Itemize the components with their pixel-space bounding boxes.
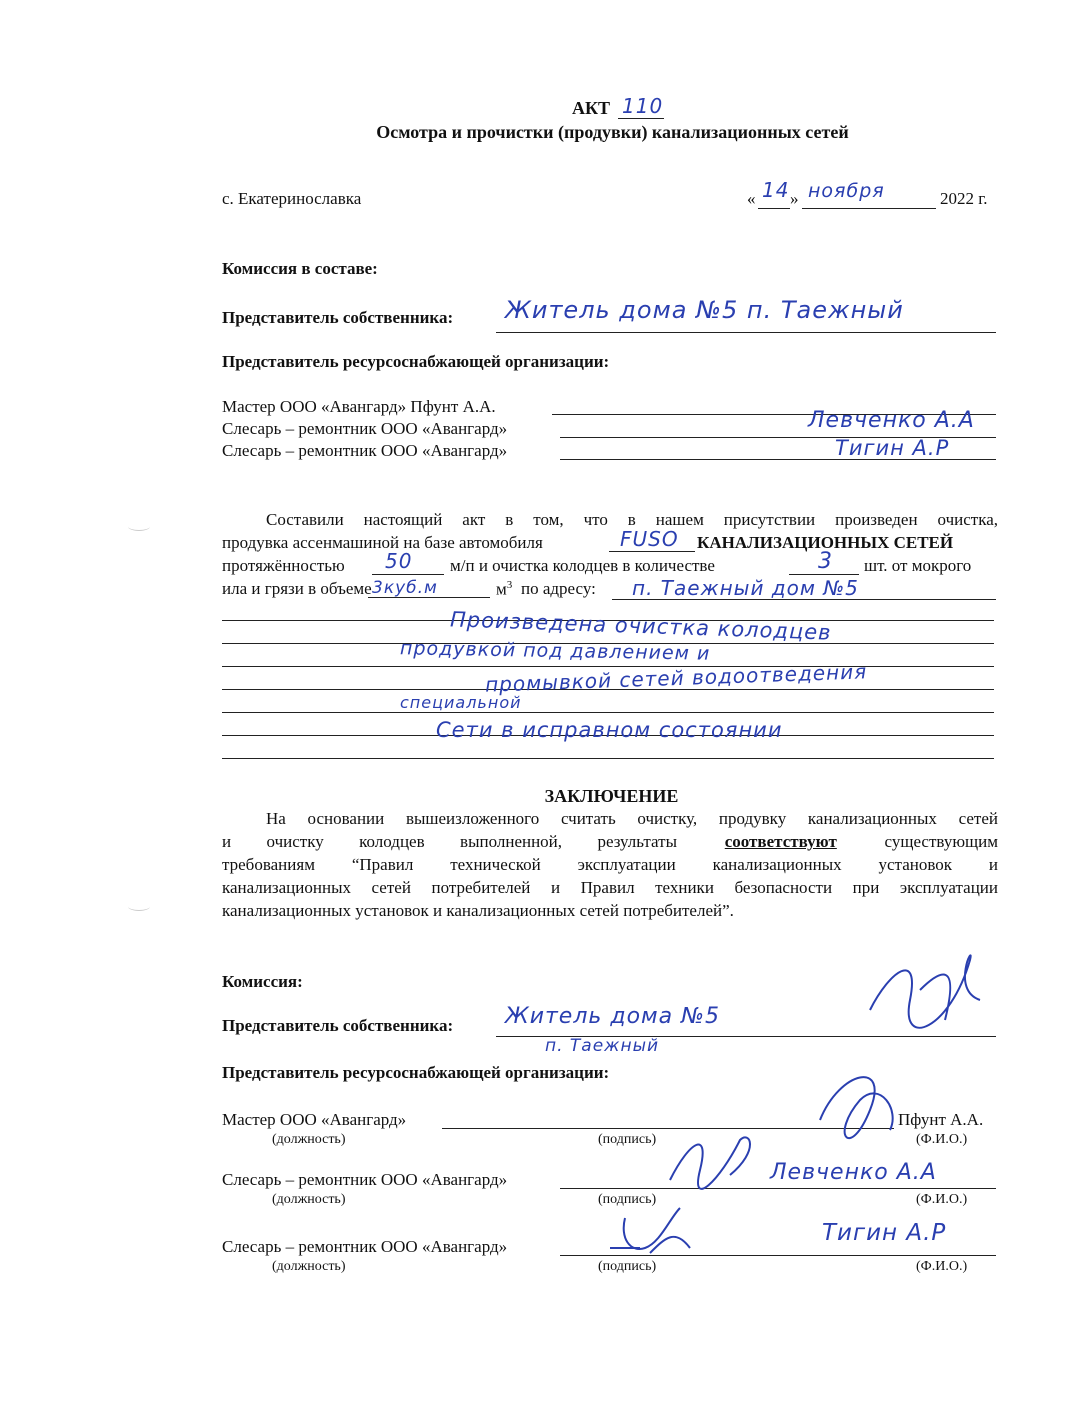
- signatures-title: Комиссия:: [222, 972, 303, 991]
- date-close-quote: »: [790, 189, 799, 208]
- conclusion-line-3: требованиям “Правил технической эксплуатации канализационных установок и: [222, 855, 998, 874]
- place: с. Екатеринославка: [222, 189, 362, 208]
- sig-row-2-line: [560, 1188, 996, 1189]
- sig-row-2-caption-position: (должность): [272, 1192, 346, 1207]
- sig-row-3-caption-name: (Ф.И.О.): [916, 1259, 968, 1274]
- act-number: 110: [622, 94, 664, 118]
- sig-row-2-position: Слесарь – ремонтник ООО «Авангард»: [222, 1170, 508, 1189]
- body-line-4c: по адресу:: [521, 579, 596, 598]
- conclusion-line-5: канализационных установок и канализационных сетей потребителей”.: [222, 901, 734, 920]
- date-open-quote: «: [747, 189, 756, 208]
- owner-handwritten: Житель дома №5 п. Таежный: [505, 296, 904, 324]
- body-line-3a: протяжённостью: [222, 556, 345, 575]
- note-3: промывкой сетей водоотведения: [484, 659, 868, 697]
- note-1: Произведена очистка колодцев: [449, 607, 832, 645]
- member-3: Слесарь – ремонтник ООО «Авангард»: [222, 441, 508, 460]
- conclusion-line-2-end: существующим: [884, 832, 998, 851]
- conclusion-line-1: На основании вышеизложенного считать очистку, продувку канализационных сетей: [266, 809, 998, 828]
- body-line-3b: м/п и очистка колодцев в количестве: [450, 556, 715, 575]
- resource-label: Представитель ресурсоснабжающей организации:: [222, 352, 610, 371]
- act-label: АКТ: [572, 98, 611, 118]
- member-3-handwritten: Тигин А.Р: [835, 436, 950, 460]
- date-month-line: [802, 208, 936, 209]
- date-day-line: [758, 208, 790, 209]
- vehicle-line: [609, 551, 695, 552]
- sig-row-1-name: Пфунт А.А.: [898, 1110, 984, 1129]
- act-subtitle: Осмотра и прочистки (продувки) канализационных сетей: [376, 122, 849, 142]
- body-line-4a: ила и грязи в объеме: [222, 579, 372, 598]
- body-line-1: Составили настоящий акт в том, что в нашем присутствии произведен очистка,: [266, 510, 998, 529]
- master-signature-scribble: [800, 1050, 910, 1140]
- date-year: 2022 г.: [940, 189, 988, 208]
- sig-row-3-position: Слесарь – ремонтник ООО «Авангард»: [222, 1237, 508, 1256]
- sig-row-2-caption-name: (Ф.И.О.): [916, 1192, 968, 1207]
- wells-handwritten: 3: [818, 549, 833, 574]
- note-2: продувкой под давлением и: [399, 637, 711, 665]
- mechanic-1-signature-scribble: [660, 1120, 770, 1190]
- sig-row-1-caption-signature: (подпись): [598, 1132, 657, 1147]
- date-day: 14: [762, 178, 790, 202]
- note-4: специальной: [400, 693, 522, 712]
- sig-row-3-caption-position: (должность): [272, 1259, 346, 1274]
- scan-mark: [128, 522, 150, 531]
- length-line: [372, 574, 444, 575]
- sig-row-1-position: Мастер ООО «Авангард»: [222, 1110, 407, 1129]
- body-line-3c: шт. от мокрого: [864, 556, 972, 575]
- sig-row-2-handwritten: Левченко А.А: [770, 1160, 937, 1185]
- notes-line-3: [222, 666, 994, 667]
- conclusion-line-4: канализационных сетей потребителей и Правил техники безопасности при эксплуатации: [222, 878, 998, 897]
- notes-line-7: [222, 758, 994, 759]
- conclusion-highlight: соответствуют: [724, 832, 837, 851]
- address-handwritten: п. Таежный дом №5: [632, 576, 859, 600]
- volume-handwritten: 3куб.м: [372, 578, 438, 598]
- conclusion-title: ЗАКЛЮЧЕНИЕ: [544, 786, 679, 806]
- sig-row-1-caption-name: (Ф.И.О.): [916, 1132, 968, 1147]
- signatures-owner-handwritten-1: Житель дома №5: [505, 1004, 720, 1029]
- member-1: Мастер ООО «Авангард» Пфунт А.А.: [222, 397, 496, 416]
- body-line-2b: КАНАЛИЗАЦИОННЫХ СЕТЕЙ: [697, 533, 954, 552]
- signatures-owner-handwritten-2: п. Таежный: [545, 1036, 660, 1056]
- member-2-handwritten: Левченко А.А: [808, 408, 975, 433]
- member-2: Слесарь – ремонтник ООО «Авангард»: [222, 419, 508, 438]
- signatures-owner-label: Представитель собственника:: [222, 1016, 454, 1035]
- commission-title: Комиссия в составе:: [222, 259, 378, 278]
- act-number-line: [618, 118, 664, 119]
- body-line-4b: $м^3$: [496, 579, 513, 599]
- date-month: ноября: [808, 180, 885, 202]
- vehicle-handwritten: FUSO: [620, 527, 679, 551]
- sig-row-3-handwritten: Тигин А.Р: [822, 1220, 947, 1246]
- mechanic-2-signature-scribble: [600, 1198, 700, 1262]
- body-line-2a: продувка ассенмашиной на базе автомобиля: [222, 533, 543, 552]
- sig-row-2-caption-signature: (подпись): [598, 1192, 657, 1207]
- signatures-resource-label: Представитель ресурсоснабжающей организации:: [222, 1063, 610, 1082]
- conclusion-line-2-start: и очистку колодцев выполненной, результаты: [222, 832, 677, 851]
- scan-mark: [128, 902, 150, 911]
- owner-label: Представитель собственника:: [222, 308, 454, 327]
- owner-signature-scribble: [860, 930, 990, 1040]
- sig-row-1-caption-position: (должность): [272, 1132, 346, 1147]
- note-5: Сети в исправном состоянии: [436, 718, 783, 742]
- length-handwritten: 50: [385, 549, 413, 573]
- owner-line: [496, 332, 996, 333]
- sig-row-3-caption-signature: (подпись): [598, 1259, 657, 1274]
- conclusion-line-2: [222, 832, 998, 852]
- notes-line-5: [222, 712, 994, 713]
- wells-line: [789, 574, 859, 575]
